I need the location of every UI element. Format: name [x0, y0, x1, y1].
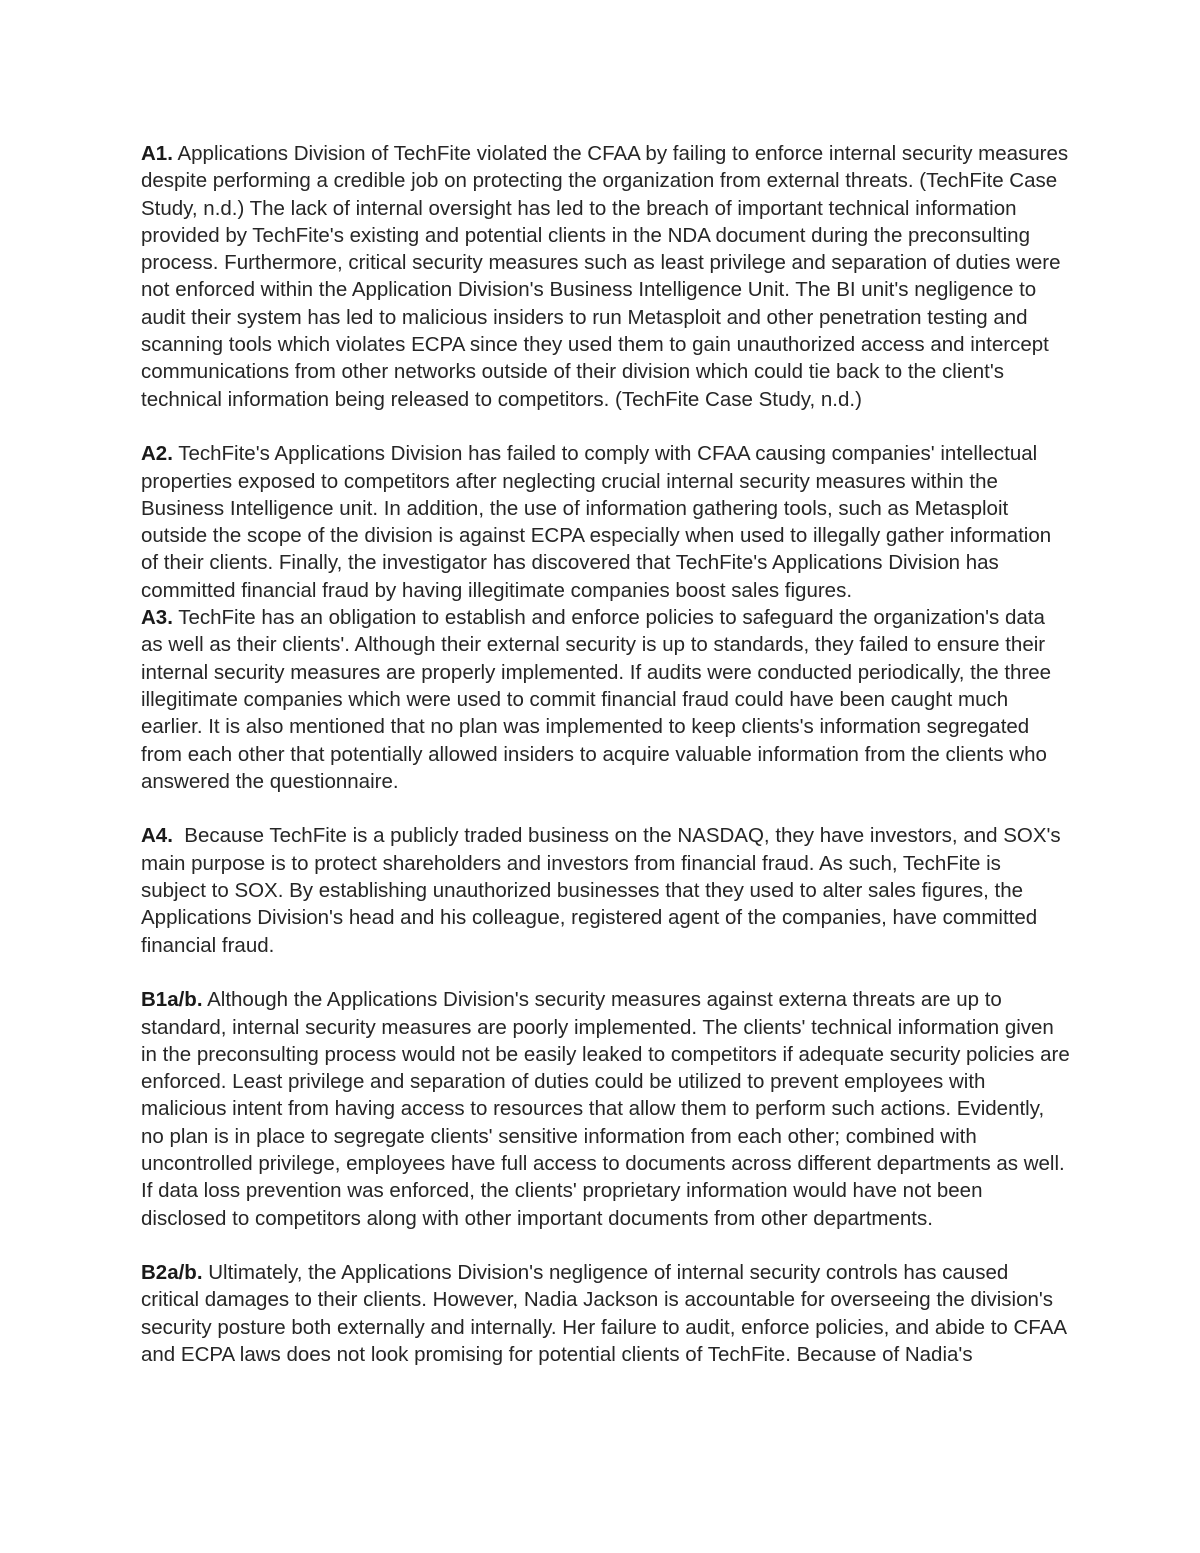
section-b2ab [141, 1259, 1071, 1368]
document-body [141, 140, 1071, 1368]
section-label: B1a/b. [141, 988, 203, 1012]
section-a4 [141, 822, 1071, 958]
section-text: Applications Division of TechFite violated the CFAA by failing to enforce internal security measures despite performing a credible job on protecting the organization from external threats. (TechFite Case Study, n.d.) The lack of internal oversight has led to the breach of important technical information provided by TechFite's existing and potential clients in the NDA document during the preconsulting process. Furthermore, critical security measures such as least privilege and separation of duties were not enforced within the Application Division's Business Intelligence Unit. The BI unit's negligence to audit their system has led to malicious insiders to run Metasploit and other penetration testing and scanning tools which violates ECPA since they used them to gain unauthorized access and intercept communications from other networks outside of their division which could tie back to the client's technical information being released to competitors. (TechFite Case Study, n.d.) [141, 142, 1069, 411]
section-label: B2a/b. [141, 1261, 203, 1285]
section-label: A3. [141, 606, 173, 630]
section-a1 [141, 140, 1071, 413]
section-text: TechFite has an obligation to establish and enforce policies to safeguard the organization's data as well as their clients'. Although their external security is up to standards, they failed to ensure their internal security measures are properly implemented. If audits were conducted periodically, the three illegitimate companies which were used to commit financial fraud could have been caught much earlier. It is also mentioned that no plan was implemented to keep clients's information segregated from each other that potentially allowed insiders to acquire valuable information from the clients who answered the questionnaire. [141, 606, 1052, 793]
section-text: Because TechFite is a publicly traded business on the NASDAQ, they have investors, and SOX's main purpose is to protect shareholders and investors from financial fraud. As such, TechFite is subject to SOX. By establishing unauthorized businesses that they used to alter sales figures, the Applications Division's head and his colleague, registered agent of the companies, have committed financial fraud. [141, 824, 1067, 957]
section-label: A1. [141, 142, 173, 165]
section-text: Ultimately, the Applications Division's negligence of internal security controls has caused critical damages to their clients. However, Nadia Jackson is accountable for overseeing the division's security posture both externally and internally. Her failure to audit, enforce policies, and abide to CFAA and ECPA laws does not look promising for potential clients of TechFite. Because of Nadia's [141, 1261, 1066, 1367]
section-label: A2. [141, 442, 173, 466]
section-text: Although the Applications Division's security measures against externa threats are up to standard, internal security measures are poorly implemented. The clients' technical information given in the preconsulting process would not be easily leaked to competitors if adequate security policies are enforced. Least privilege and separation of duties could be utilized to prevent employees with malicious intent from having access to resources that allow them to perform such actions. Evidently, no plan is in place to segregate clients' sensitive information from each other; combined with uncontrolled privilege, employees have full access to documents across different departments as well. If data loss prevention was enforced, the clients' proprietary information would have not been disclosed to competitors along with other important documents from other departments. [141, 988, 1070, 1230]
section-a3 [141, 604, 1071, 795]
section-label: A4. [141, 824, 173, 848]
section-b1ab [141, 986, 1071, 1232]
section-text: TechFite's Applications Division has failed to comply with CFAA causing companies' intellectual properties exposed to competitors after neglecting crucial internal security measures within the Business Intelligence unit. In addition, the use of information gathering tools, such as Metasploit outside the scope of the division is against ECPA especially when used to illegally gather information of their clients. Finally, the investigator has discovered that TechFite's Applications Division has committed financial fraud by having illegitimate companies boost sales figures. [141, 442, 1052, 602]
section-a2 [141, 440, 1071, 604]
